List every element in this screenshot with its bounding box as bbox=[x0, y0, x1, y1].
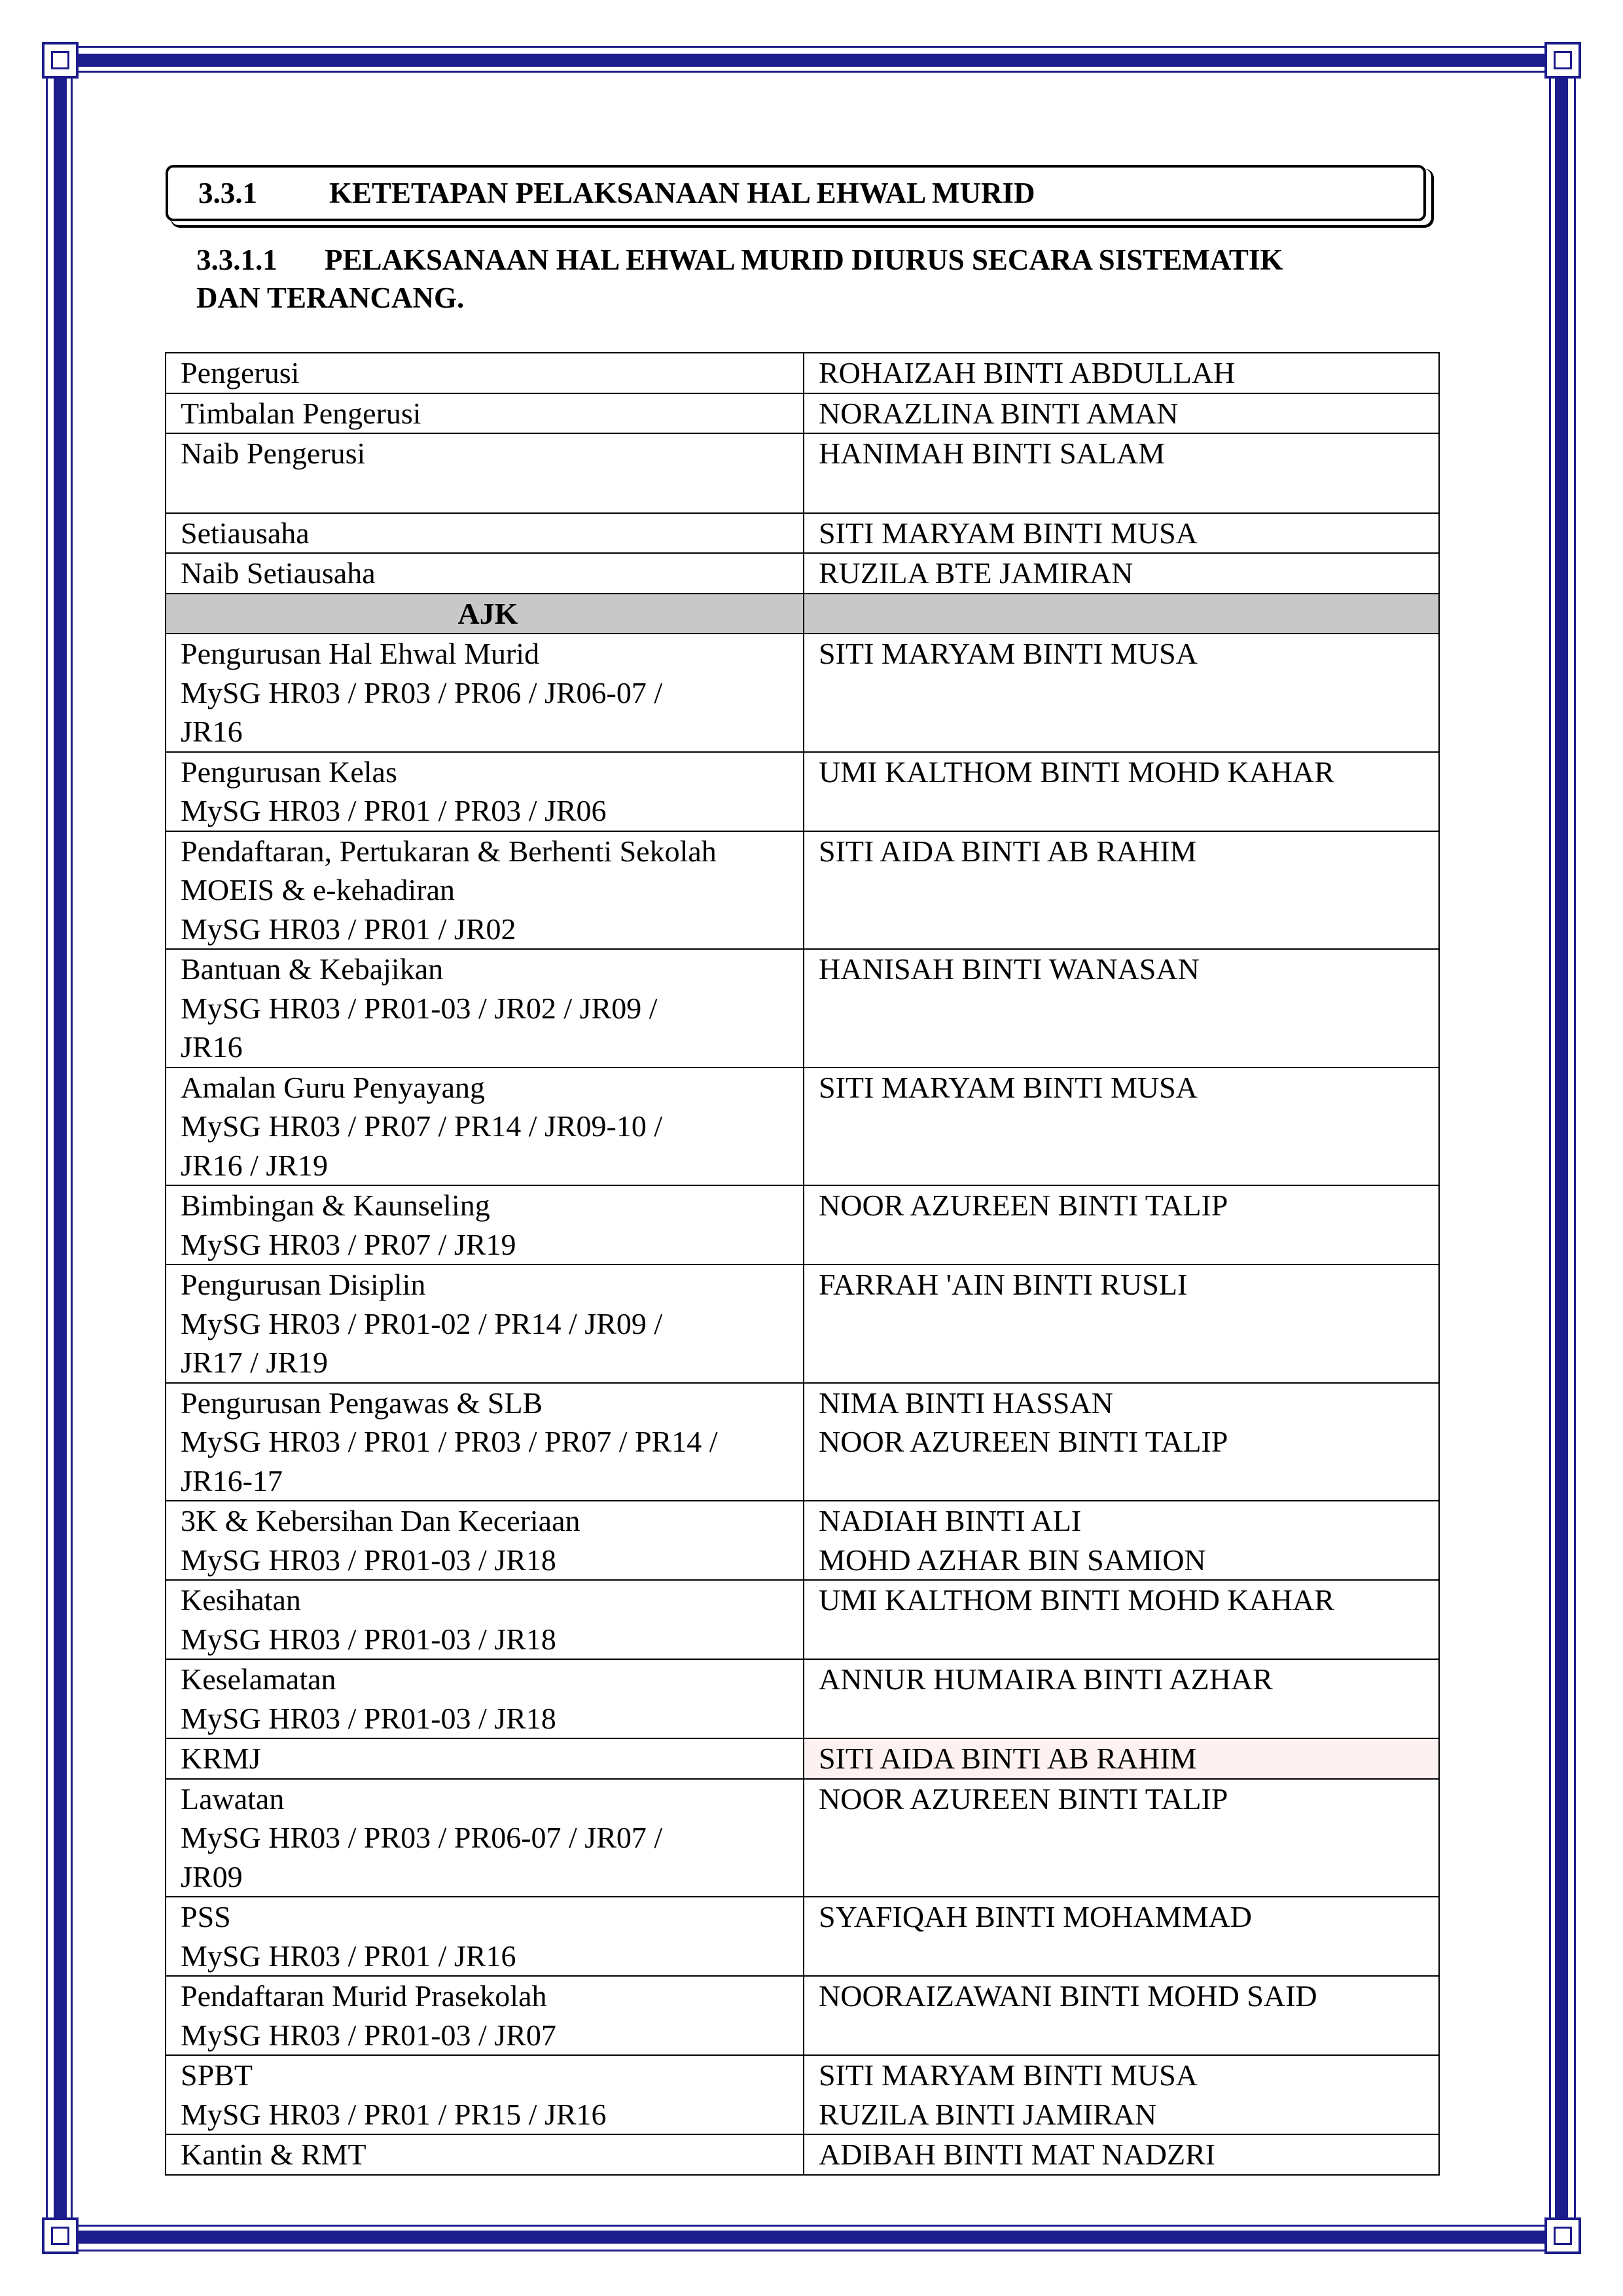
member-cell bbox=[804, 949, 1439, 1067]
ajk-header-empty bbox=[804, 594, 1439, 634]
member-name: UMI KALTHOM BINTI MOHD KAHAR bbox=[819, 1583, 1334, 1617]
member-cell bbox=[804, 1067, 1439, 1186]
subsection-title-line1: PELAKSANAAN HAL EHWAL MURID DIURUS SECARA SISTEMATIK bbox=[325, 243, 1283, 276]
unit-name: Keselamatan bbox=[181, 1662, 336, 1696]
member-name: NOOR AZUREEN BINTI TALIP bbox=[819, 1425, 1228, 1458]
unit-name: Pengurusan Pengawas & SLB bbox=[181, 1386, 543, 1420]
unit-reference: MySG HR03 / PR03 / PR06-07 / JR07 / bbox=[181, 1821, 663, 1854]
table-row bbox=[166, 393, 1439, 434]
member-name: ANNUR HUMAIRA BINTI AZHAR bbox=[819, 1662, 1273, 1696]
border-corner-ornament bbox=[42, 42, 79, 79]
role-cell: Naib Setiausaha bbox=[166, 553, 804, 594]
table-row bbox=[166, 634, 1439, 752]
table-row bbox=[166, 1976, 1439, 2055]
unit-name: Pendaftaran Murid Prasekolah bbox=[181, 1979, 547, 2013]
member-cell bbox=[804, 1501, 1439, 1580]
table-row bbox=[166, 513, 1439, 554]
member-name: NIMA BINTI HASSAN bbox=[819, 1386, 1113, 1420]
member-cell bbox=[804, 2134, 1439, 2175]
unit-name: KRMJ bbox=[181, 1742, 261, 1775]
member-cell bbox=[804, 1897, 1439, 1976]
unit-reference: MySG HR03 / PR07 / JR19 bbox=[181, 1227, 516, 1261]
member-cell bbox=[804, 1976, 1439, 2055]
unit-reference: MySG HR03 / PR01-03 / JR02 / JR09 / bbox=[181, 991, 658, 1025]
border-corner-ornament bbox=[42, 2217, 79, 2254]
member-name: UMI KALTHOM BINTI MOHD KAHAR bbox=[819, 755, 1334, 789]
unit-cell bbox=[166, 1659, 804, 1738]
member-name: SITI MARYAM BINTI MUSA bbox=[819, 2058, 1198, 2092]
member-name: SITI MARYAM BINTI MUSA bbox=[819, 1070, 1198, 1104]
unit-name: Bimbingan & Kaunseling bbox=[181, 1189, 490, 1222]
unit-reference: MySG HR03 / PR07 / PR14 / JR09-10 / bbox=[181, 1109, 663, 1143]
member-cell bbox=[804, 1779, 1439, 1897]
unit-cell bbox=[166, 949, 804, 1067]
member-name: NOOR AZUREEN BINTI TALIP bbox=[819, 1782, 1228, 1816]
name-cell: SITI MARYAM BINTI MUSA bbox=[804, 513, 1439, 554]
member-name: SYAFIQAH BINTI MOHAMMAD bbox=[819, 1900, 1252, 1933]
role-cell: Setiausaha bbox=[166, 513, 804, 554]
unit-name: Pengurusan Hal Ehwal Murid bbox=[181, 637, 540, 670]
unit-reference: MySG HR03 / PR01-03 / JR18 bbox=[181, 1701, 556, 1735]
border-corner-ornament bbox=[1544, 2217, 1581, 2254]
table-row bbox=[166, 2055, 1439, 2134]
unit-reference: MySG HR03 / PR03 / PR06 / JR06-07 / bbox=[181, 675, 663, 709]
member-cell bbox=[804, 1185, 1439, 1265]
section-number: 3.3.1 bbox=[198, 177, 257, 209]
section-title: KETETAPAN PELAKSANAAN HAL EHWAL MURID bbox=[329, 177, 1035, 209]
table-row bbox=[166, 1265, 1439, 1383]
table-row bbox=[166, 1779, 1439, 1897]
table-row bbox=[166, 2134, 1439, 2175]
member-cell bbox=[804, 2055, 1439, 2134]
unit-reference: MySG HR03 / PR01 / PR03 / PR07 / PR14 / bbox=[181, 1425, 718, 1458]
unit-reference: JR09 bbox=[181, 1859, 243, 1893]
unit-cell bbox=[166, 831, 804, 950]
table-row bbox=[166, 949, 1439, 1067]
unit-reference: MySG HR03 / PR01 / JR02 bbox=[181, 912, 516, 946]
unit-cell bbox=[166, 752, 804, 831]
role-cell: Pengerusi bbox=[166, 353, 804, 393]
section-heading bbox=[166, 165, 1426, 221]
unit-reference: JR16 bbox=[181, 1030, 243, 1064]
unit-reference: MySG HR03 / PR01-02 / PR14 / JR09 / bbox=[181, 1306, 663, 1340]
member-cell bbox=[804, 1738, 1439, 1779]
unit-name: Kantin & RMT bbox=[181, 2138, 366, 2171]
unit-cell bbox=[166, 1738, 804, 1779]
table-row bbox=[166, 1897, 1439, 1976]
unit-cell bbox=[166, 1265, 804, 1383]
member-cell bbox=[804, 752, 1439, 831]
member-name: RUZILA BINTI JAMIRAN bbox=[819, 2097, 1157, 2131]
unit-cell bbox=[166, 1897, 804, 1976]
unit-cell bbox=[166, 1779, 804, 1897]
table-row bbox=[166, 553, 1439, 594]
unit-cell bbox=[166, 1501, 804, 1580]
member-name: NADIAH BINTI ALI bbox=[819, 1504, 1082, 1537]
member-cell bbox=[804, 831, 1439, 950]
member-name: SITI MARYAM BINTI MUSA bbox=[819, 637, 1198, 670]
unit-cell bbox=[166, 1067, 804, 1186]
ajk-header: AJK bbox=[166, 594, 804, 634]
table-row bbox=[166, 1185, 1439, 1265]
subsection-title-line2: DAN TERANCANG. bbox=[196, 281, 465, 314]
member-name: FARRAH 'AIN BINTI RUSLI bbox=[819, 1268, 1188, 1301]
table-row bbox=[166, 433, 1439, 513]
unit-cell bbox=[166, 1976, 804, 2055]
committee-rows bbox=[166, 634, 1439, 2175]
member-cell bbox=[804, 1383, 1439, 1501]
unit-reference: MySG HR03 / PR01 / PR15 / JR16 bbox=[181, 2097, 607, 2131]
unit-name: Pendaftaran, Pertukaran & Berhenti Sekolah bbox=[181, 834, 717, 868]
unit-cell bbox=[166, 1580, 804, 1659]
member-name: ADIBAH BINTI MAT NADZRI bbox=[819, 2138, 1216, 2171]
unit-cell bbox=[166, 1185, 804, 1265]
unit-reference: MOEIS & e-kehadiran bbox=[181, 873, 455, 906]
unit-reference: MySG HR03 / PR01 / PR03 / JR06 bbox=[181, 794, 607, 827]
unit-reference: JR16 / JR19 bbox=[181, 1148, 328, 1182]
name-cell: NORAZLINA BINTI AMAN bbox=[804, 393, 1439, 434]
committee-table bbox=[165, 352, 1440, 2176]
role-cell: Naib Pengerusi bbox=[166, 433, 804, 513]
table-row bbox=[166, 1659, 1439, 1738]
subsection-heading bbox=[196, 241, 1440, 317]
unit-name: PSS bbox=[181, 1900, 231, 1933]
name-cell: ROHAIZAH BINTI ABDULLAH bbox=[804, 353, 1439, 393]
ajk-header-row bbox=[166, 594, 1439, 634]
unit-name: Pengurusan Disiplin bbox=[181, 1268, 426, 1301]
table-row bbox=[166, 1501, 1439, 1580]
member-cell bbox=[804, 634, 1439, 752]
unit-reference: MySG HR03 / PR01 / JR16 bbox=[181, 1939, 516, 1973]
unit-name: Bantuan & Kebajikan bbox=[181, 952, 444, 986]
unit-cell bbox=[166, 2055, 804, 2134]
member-name: HANISAH BINTI WANASAN bbox=[819, 952, 1200, 986]
unit-reference: MySG HR03 / PR01-03 / JR18 bbox=[181, 1543, 556, 1577]
table-row bbox=[166, 1738, 1439, 1779]
unit-name: Pengurusan Kelas bbox=[181, 755, 397, 789]
table-row bbox=[166, 831, 1439, 950]
unit-reference: JR17 / JR19 bbox=[181, 1346, 328, 1379]
member-name: NOORAIZAWANI BINTI MOHD SAID bbox=[819, 1979, 1317, 2013]
member-name: MOHD AZHAR BIN SAMION bbox=[819, 1543, 1206, 1577]
table-row bbox=[166, 1067, 1439, 1186]
unit-name: Kesihatan bbox=[181, 1583, 301, 1617]
member-cell bbox=[804, 1659, 1439, 1738]
border-corner-ornament bbox=[1544, 42, 1581, 79]
table-row bbox=[166, 1580, 1439, 1659]
unit-reference: JR16-17 bbox=[181, 1463, 283, 1498]
name-cell: HANIMAH BINTI SALAM bbox=[804, 433, 1439, 513]
unit-cell bbox=[166, 2134, 804, 2175]
table-row bbox=[166, 752, 1439, 831]
unit-name: Amalan Guru Penyayang bbox=[181, 1070, 485, 1104]
member-name: SITI AIDA BINTI AB RAHIM bbox=[819, 1742, 1197, 1775]
unit-cell bbox=[166, 634, 804, 752]
unit-reference: MySG HR03 / PR01-03 / JR18 bbox=[181, 1622, 556, 1656]
unit-cell bbox=[166, 1383, 804, 1501]
member-name: NOOR AZUREEN BINTI TALIP bbox=[819, 1189, 1228, 1222]
member-name: SITI AIDA BINTI AB RAHIM bbox=[819, 834, 1197, 868]
role-cell: Timbalan Pengerusi bbox=[166, 393, 804, 434]
subsection-number: 3.3.1.1 bbox=[196, 243, 277, 276]
member-cell bbox=[804, 1265, 1439, 1383]
table-row bbox=[166, 1383, 1439, 1501]
table-row bbox=[166, 353, 1439, 393]
unit-name: 3K & Kebersihan Dan Keceriaan bbox=[181, 1504, 580, 1537]
unit-reference: MySG HR03 / PR01-03 / JR07 bbox=[181, 2018, 556, 2052]
unit-reference: JR16 bbox=[181, 715, 243, 748]
unit-name: SPBT bbox=[181, 2058, 253, 2092]
name-cell: RUZILA BTE JAMIRAN bbox=[804, 553, 1439, 594]
member-cell bbox=[804, 1580, 1439, 1659]
unit-name: Lawatan bbox=[181, 1782, 285, 1816]
